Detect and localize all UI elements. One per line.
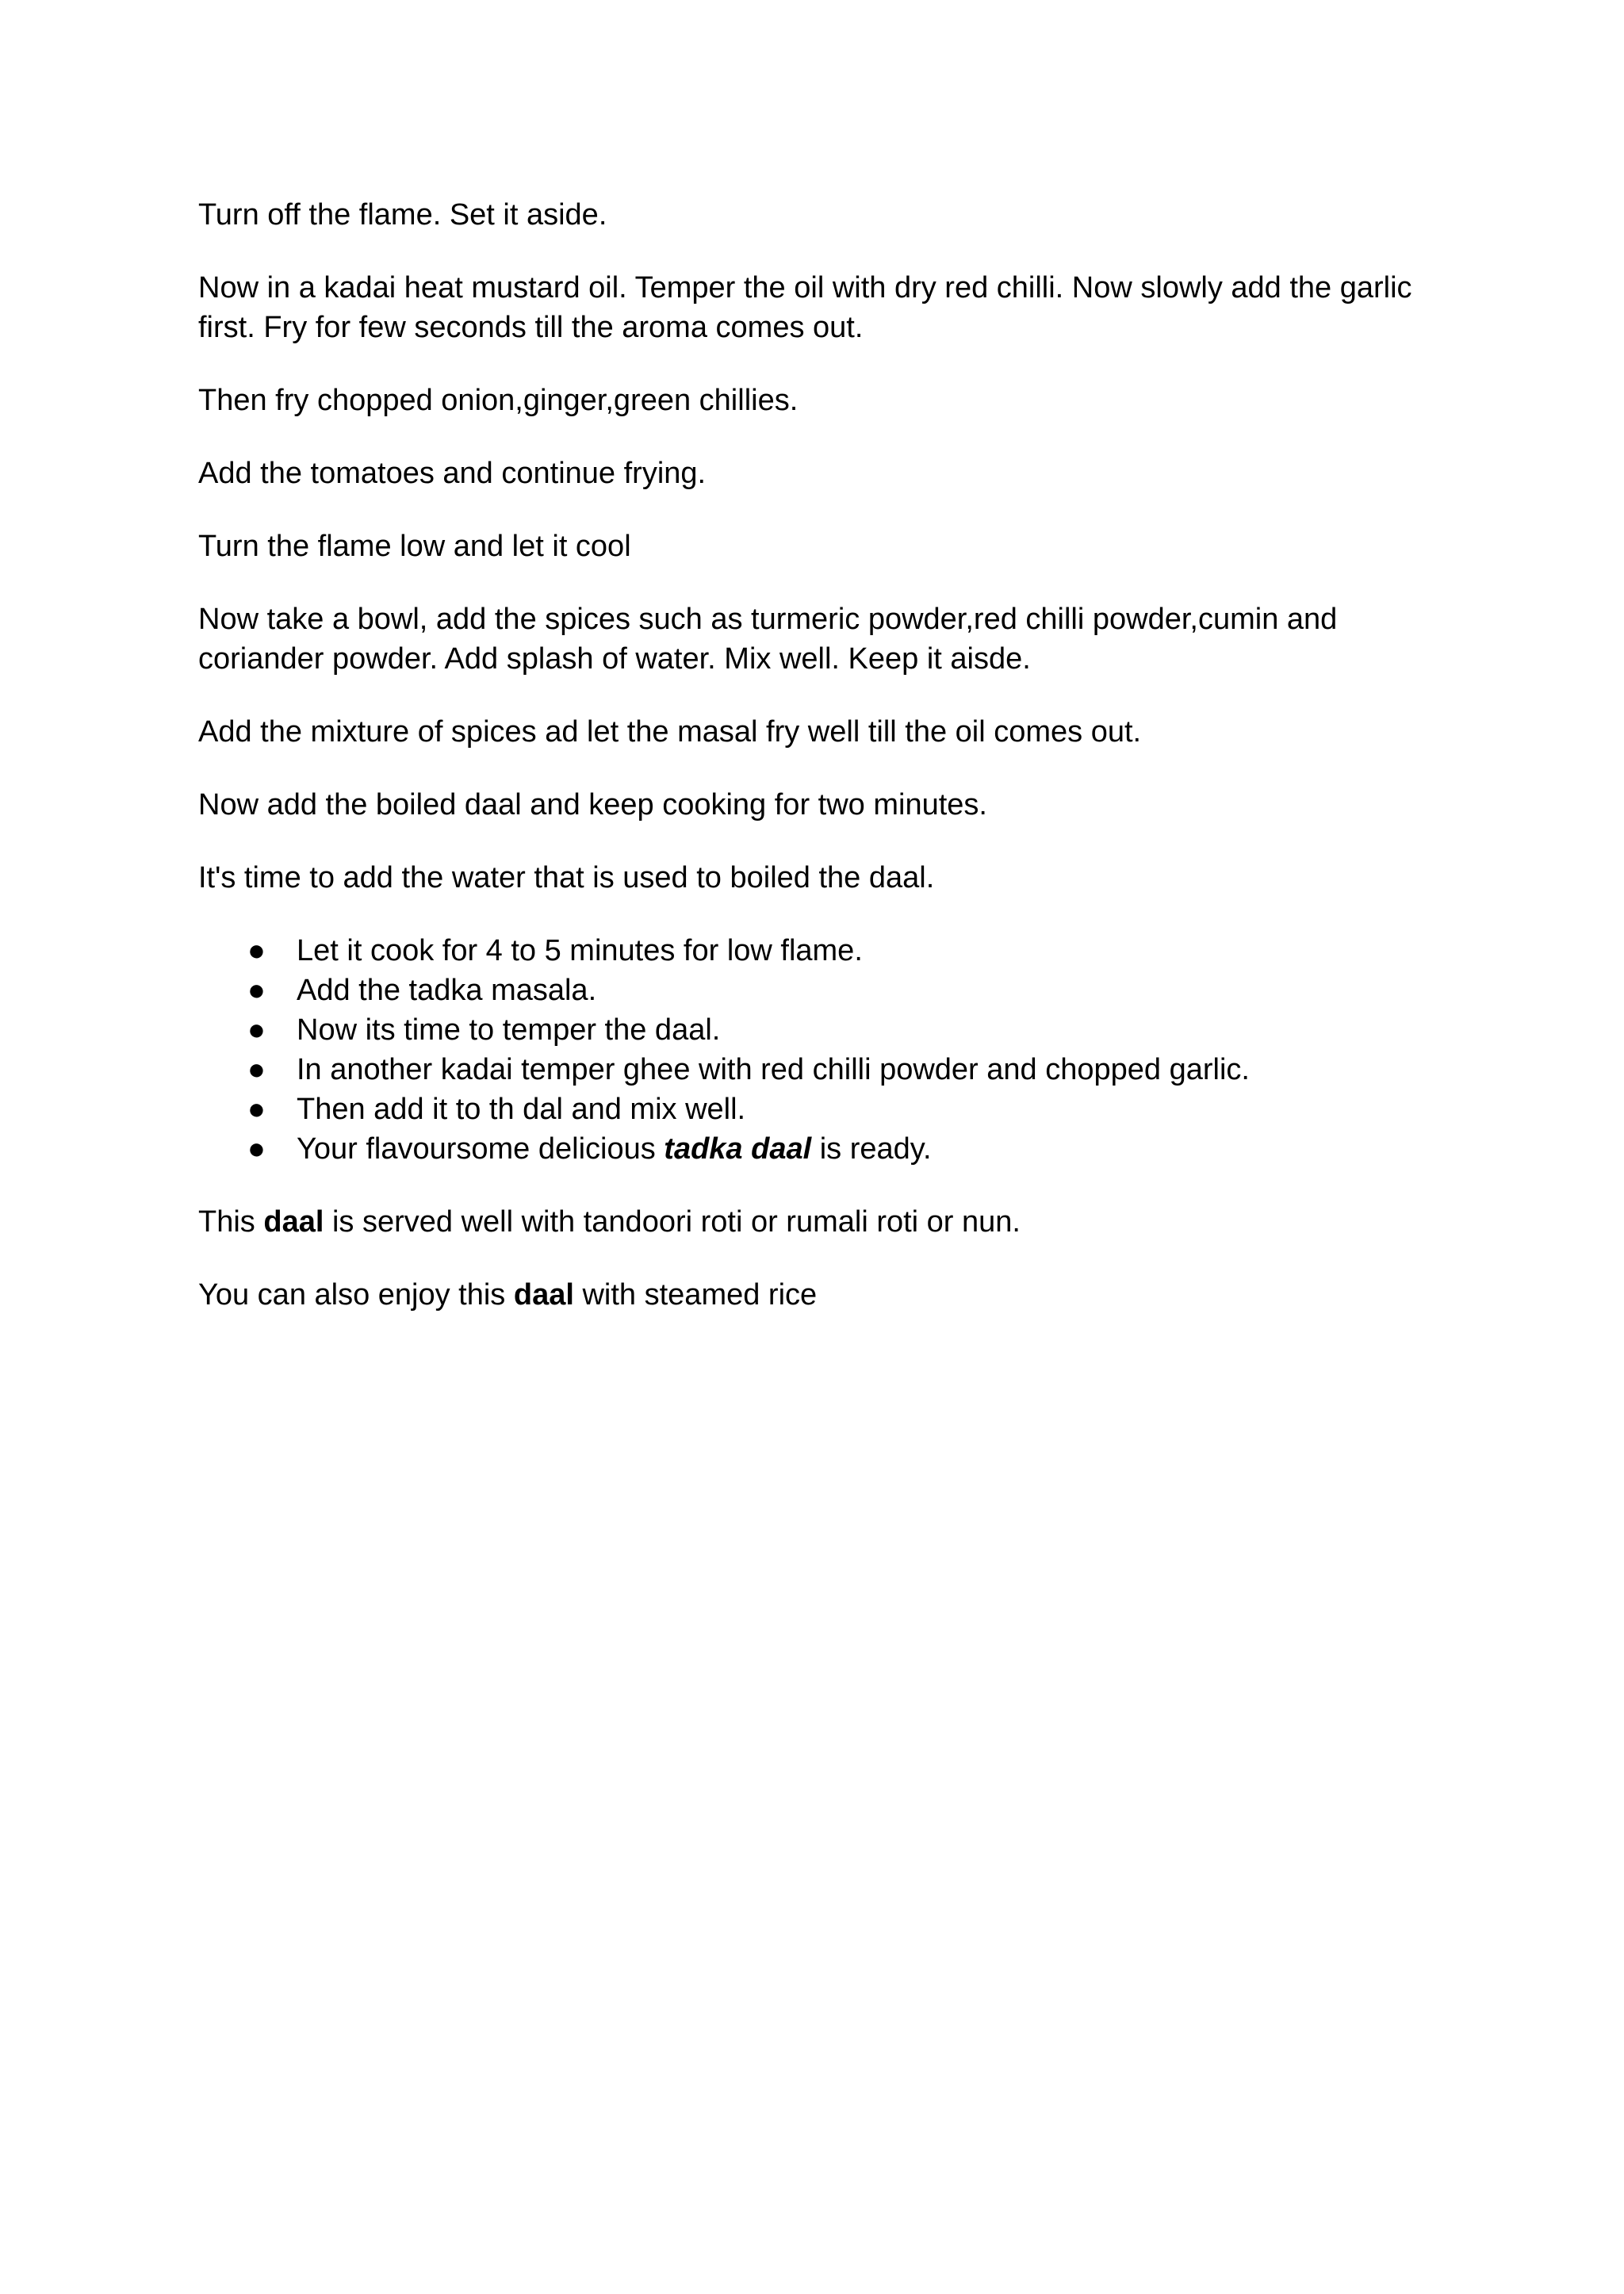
list-item [198, 1050, 1435, 1090]
serving-paragraph [198, 1202, 1435, 1242]
text-run: with steamed rice [573, 1278, 818, 1312]
text-run: You can also enjoy this [198, 1278, 514, 1312]
text-run: is ready. [811, 1132, 932, 1166]
emphasis-text: tadka daal [664, 1132, 812, 1166]
list-item-text: Let it cook for 4 to 5 minutes for low flame. [297, 934, 863, 967]
text-run: Your flavoursome delicious [297, 1132, 665, 1166]
list-item [198, 931, 1435, 971]
bold-text: daal [513, 1278, 574, 1312]
list-item-text: Then add it to th dal and mix well. [297, 1093, 746, 1126]
text-run: is served well with tandoori roti or rumali roti or nun. [324, 1205, 1021, 1239]
bullet-icon: ● [247, 1132, 266, 1166]
bullet-icon: ● [247, 934, 266, 967]
paragraph: Add the tomatoes and continue frying. [198, 457, 707, 490]
bullet-icon: ● [247, 974, 266, 1007]
list-item [198, 1010, 1435, 1050]
paragraph: Then fry chopped onion,ginger,green chillies. [198, 384, 799, 417]
text-run: This [198, 1205, 264, 1239]
bullet-icon: ● [247, 1093, 266, 1126]
list-item-text: In another kadai temper ghee with red chilli powder and chopped garlic. [297, 1053, 1250, 1086]
bullet-list [198, 931, 1435, 1169]
paragraph: It's time to add the water that is used to boiled the daal. [198, 861, 935, 894]
list-item [198, 971, 1435, 1010]
closing-paragraph [198, 1275, 1435, 1315]
paragraph: Now in a kadai heat mustard oil. Temper the oil with dry red chilli. Now slowly add the garlic first. Fry for few seconds till the aroma comes out. [198, 271, 1412, 344]
paragraph: Turn the flame low and let it cool [198, 530, 631, 563]
list-item-text: Now its time to temper the daal. [297, 1013, 721, 1047]
list-item [198, 1129, 1435, 1169]
list-item [198, 1090, 1435, 1129]
bold-text: daal [263, 1205, 324, 1239]
paragraph: Turn off the flame. Set it aside. [198, 198, 607, 232]
list-item-text [297, 1132, 932, 1166]
bullet-icon: ● [247, 1013, 266, 1047]
document-page [198, 195, 1435, 1348]
bullet-icon: ● [247, 1053, 266, 1086]
paragraph: Now add the boiled daal and keep cooking for two minutes. [198, 788, 987, 821]
paragraph: Now take a bowl, add the spices such as turmeric powder,red chilli powder,cumin and coriander powder. Add splash of water. Mix well. Keep it aisde. [198, 603, 1338, 676]
list-item-text: Add the tadka masala. [297, 974, 597, 1007]
paragraph: Add the mixture of spices ad let the masal fry well till the oil comes out. [198, 715, 1142, 749]
